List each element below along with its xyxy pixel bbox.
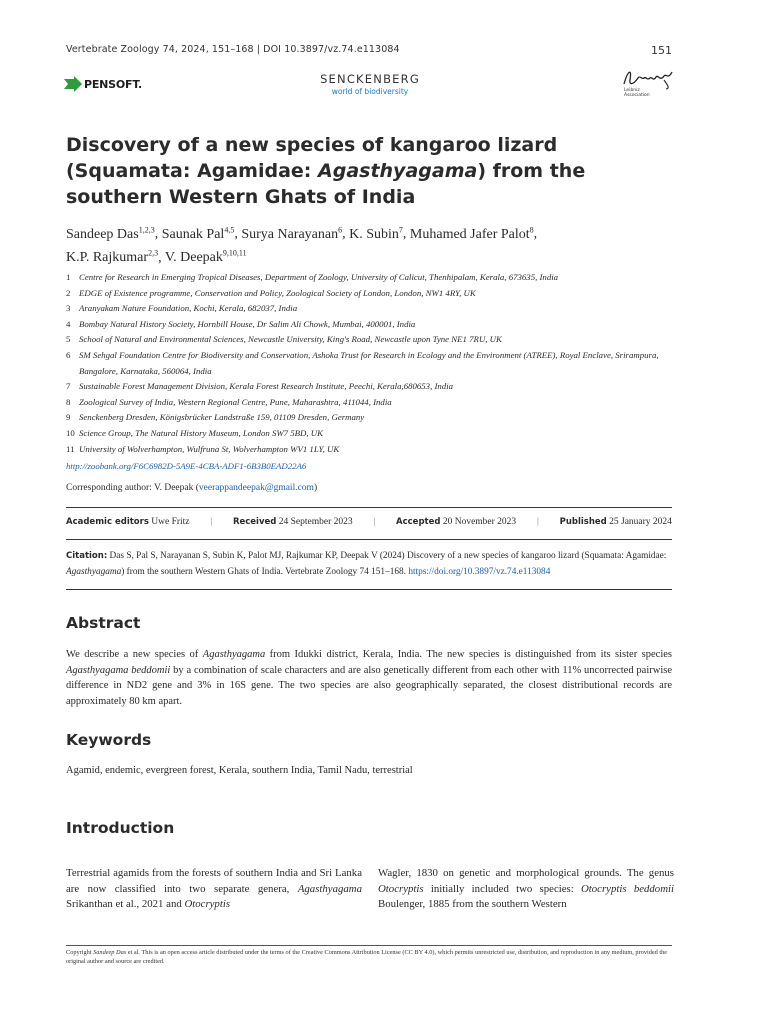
accepted-date: Accepted 20 November 2023: [396, 517, 517, 527]
doi-link[interactable]: https://doi.org/10.3897/vz.74.e113084: [408, 567, 551, 577]
affiliation-text: SM Sehgal Foundation Centre for Biodiversity and Conservation, Ashoka Trust for Research in Ecology and the Environment (ATREE), Royal Enclave, Srirampura, Bangalore, Karnataka, 560064, India: [79, 349, 659, 376]
author: [241, 227, 342, 242]
running-head: Vertebrate Zoology 74, 2024, 151–168 | DOI 10.3897/vz.74.e113084: [66, 44, 400, 55]
keywords-text: Agamid, endemic, evergreen forest, Kerala, southern India, Tamil Nadu, terrestrial: [66, 765, 413, 776]
article-title: Discovery of a new species of kangaroo lizard (Squamata: Agamidae: Agasthyagama) from the southern Western Ghats of India: [66, 134, 586, 208]
affiliation-text: Aranyakam Nature Foundation, Kochi, Kerala, 682037, India: [79, 303, 298, 314]
affiliation-item: [66, 442, 678, 458]
affiliation-text: School of Natural and Environmental Sciences, Newcastle University, King's Road, Newcastle upon Tyne NE1 7RU, UK: [79, 334, 502, 345]
author-name: Surya Narayanan: [241, 226, 339, 242]
author-affiliation-marker: 7: [398, 225, 403, 234]
affiliation-item: [66, 426, 678, 442]
affiliation-item: [66, 410, 678, 426]
citation: Citation: Das S, Pal S, Narayanan S, Subin K, Palot MJ, Rajkumar KP, Deepak V (2024) Discovery of a new species of kangaroo lizard (Squamata: Agamidae: Agasthyagama) from the southern Western Ghats of India. Vertebrate Zoology 74 151–168. https://doi.org/10.3897/vz.74.e113084: [66, 551, 667, 577]
meta-separator: |: [373, 517, 376, 527]
author-affiliation-marker: 2,3: [148, 248, 159, 258]
leibniz-logo[interactable]: [620, 66, 676, 106]
keywords-heading: Keywords: [66, 731, 152, 749]
leibniz-subtitle: Leibniz Association: [624, 88, 650, 98]
affiliation-number: 8: [66, 396, 71, 407]
affiliation-text: University of Wolverhampton, Wulfruna St, Wolverhampton WV1 1LY, UK: [79, 443, 340, 454]
affiliation-item: [66, 317, 678, 333]
zoobank-link[interactable]: http://zoobank.org/F6C6982D-5A9E-4CBA-ADF1-6B3B0EAD22A6: [66, 461, 307, 471]
senckenberg-logo[interactable]: [300, 72, 440, 96]
copyright-footer: Copyright Sandeep Das et al. This is an open access article distributed under the terms of the Creative Commons Attribution License (CC BY 4.0), which permits unrestricted use, distribution, and reproduction in any medium, provided the original author and source are credited.: [66, 949, 668, 965]
corresponding-email-link[interactable]: veerappandeepak@gmail.com: [198, 483, 314, 493]
published-date: Published 25 January 2024: [559, 517, 672, 527]
author-affiliation-marker: 4,5: [224, 225, 235, 234]
abstract-heading: Abstract: [66, 614, 141, 632]
affiliation-text: Zoological Survey of India, Western Regional Centre, Pune, Maharashtra, 411044, India: [79, 396, 392, 407]
divider: [66, 539, 672, 540]
divider: [66, 589, 672, 590]
author: [66, 250, 158, 265]
affiliation-item: [66, 301, 678, 317]
introduction-column-1: Terrestrial agamids from the forests of southern India and Sri Lanka are now classified into two separate genera, Agasthyagama Srikanthan et al., 2021 and Otocryptis: [66, 867, 362, 911]
academic-editors: Academic editors Uwe Fritz: [66, 517, 190, 527]
affiliation-text: Bombay Natural History Society, Hornbill House, Dr Salim Ali Chowk, Mumbai, 400001, India: [79, 318, 416, 329]
affiliation-item: [66, 379, 678, 395]
affiliation-number: 6: [66, 349, 71, 360]
affiliation-number: 3: [66, 303, 71, 314]
affiliation-number: 10: [66, 427, 75, 438]
pensoft-wordmark: PENSOFT.: [84, 77, 142, 91]
affiliation-item: [66, 395, 678, 411]
affiliation-number: 2: [66, 287, 71, 298]
footer-divider: [66, 945, 672, 946]
author-affiliation-marker: 6: [338, 225, 343, 234]
affiliation-item: [66, 332, 678, 348]
pensoft-logo[interactable]: [64, 76, 142, 92]
author-affiliation-marker: 9,10,11: [222, 248, 247, 258]
received-date: Received 24 September 2023: [232, 517, 353, 527]
meta-separator: |: [536, 517, 539, 527]
author-affiliation-marker: 8: [529, 225, 534, 234]
leibniz-signature-icon: [620, 66, 676, 90]
introduction-column-2: Wagler, 1830 on genetic and morphological grounds. The genus Otocryptis initially included two species: Otocryptis beddomii Boulenger, 1885 from the southern Western: [378, 867, 674, 911]
affiliation-text: Senckenberg Dresden, Königsbrücker Landstraße 159, 01109 Dresden, Germany: [79, 412, 365, 423]
affiliation-list: [66, 270, 678, 457]
author-name: Sandeep Das: [66, 226, 139, 242]
divider: [66, 507, 672, 508]
affiliation-text: Science Group, The Natural History Museum, London SW7 5BD, UK: [79, 427, 324, 438]
author-name: K.P. Rajkumar: [66, 250, 149, 266]
pensoft-arrow-icon: [64, 76, 82, 92]
affiliation-number: 7: [66, 381, 71, 392]
author-affiliation-marker: 1,2,3: [138, 225, 155, 234]
affiliation-text: Sustainable Forest Management Division, Kerala Forest Research Institute, Peechi, Kerala,680653, India: [79, 381, 454, 392]
meta-separator: |: [210, 517, 213, 527]
author: [165, 250, 247, 265]
author: [349, 227, 403, 242]
affiliation-number: 9: [66, 412, 71, 423]
introduction-heading: Introduction: [66, 819, 175, 837]
author-name: V. Deepak: [164, 250, 223, 266]
affiliation-number: 1: [66, 272, 71, 282]
abstract-text: We describe a new species of Agasthyagama from Idukki district, Kerala, India. The new species is distinguished from its sister species Agasthyagama beddomii by a combination of scale characters and are also genetically different from each other with 11% uncorrected pairwise difference in ND2 gene and 3% in 16S gene. The two species are also geographically separated, the closest distributional records are approximately 80 km apart.: [66, 649, 673, 708]
author: [162, 227, 235, 242]
author-list: Sandeep Das$^{1,2,3}$, Saunak Pal$^{4,5}$, Surya Narayanan$^6$, K. Subin$^7$, Muhamed Jafer Palot$^8$, K.P. Rajkumar$^{2,3}$, V. Deepak$^{9,10,11}$: [66, 225, 538, 266]
affiliation-number: 5: [66, 334, 71, 345]
page-number: 151: [651, 44, 672, 57]
author: [410, 227, 534, 242]
author-name: Saunak Pal: [161, 226, 225, 242]
affiliation-item: [66, 270, 678, 286]
senckenberg-tagline: world of biodiversity: [331, 87, 409, 96]
affiliation-number: 4: [66, 318, 71, 329]
senckenberg-wordmark: SENCKENBERG: [320, 72, 420, 86]
affiliation-text: Centre for Research in Emerging Tropical Diseases, Department of Zoology, University of Calicut, Thenhipalam, Kerala, 673635, India: [79, 272, 559, 282]
author: [66, 227, 155, 242]
affiliation-item: [66, 348, 678, 379]
author-name: K. Subin: [349, 226, 399, 242]
corresponding-author: Corresponding author: V. Deepak (veerappandeepak@gmail.com): [66, 483, 318, 493]
author-name: Muhamed Jafer Palot: [409, 226, 530, 242]
affiliation-text: EDGE of Existence programme, Conservation and Policy, Zoological Society of London, London, NW1 4RY, UK: [79, 287, 476, 298]
affiliation-item: [66, 286, 678, 302]
affiliation-number: 11: [66, 443, 75, 454]
article-metadata: [66, 517, 672, 527]
